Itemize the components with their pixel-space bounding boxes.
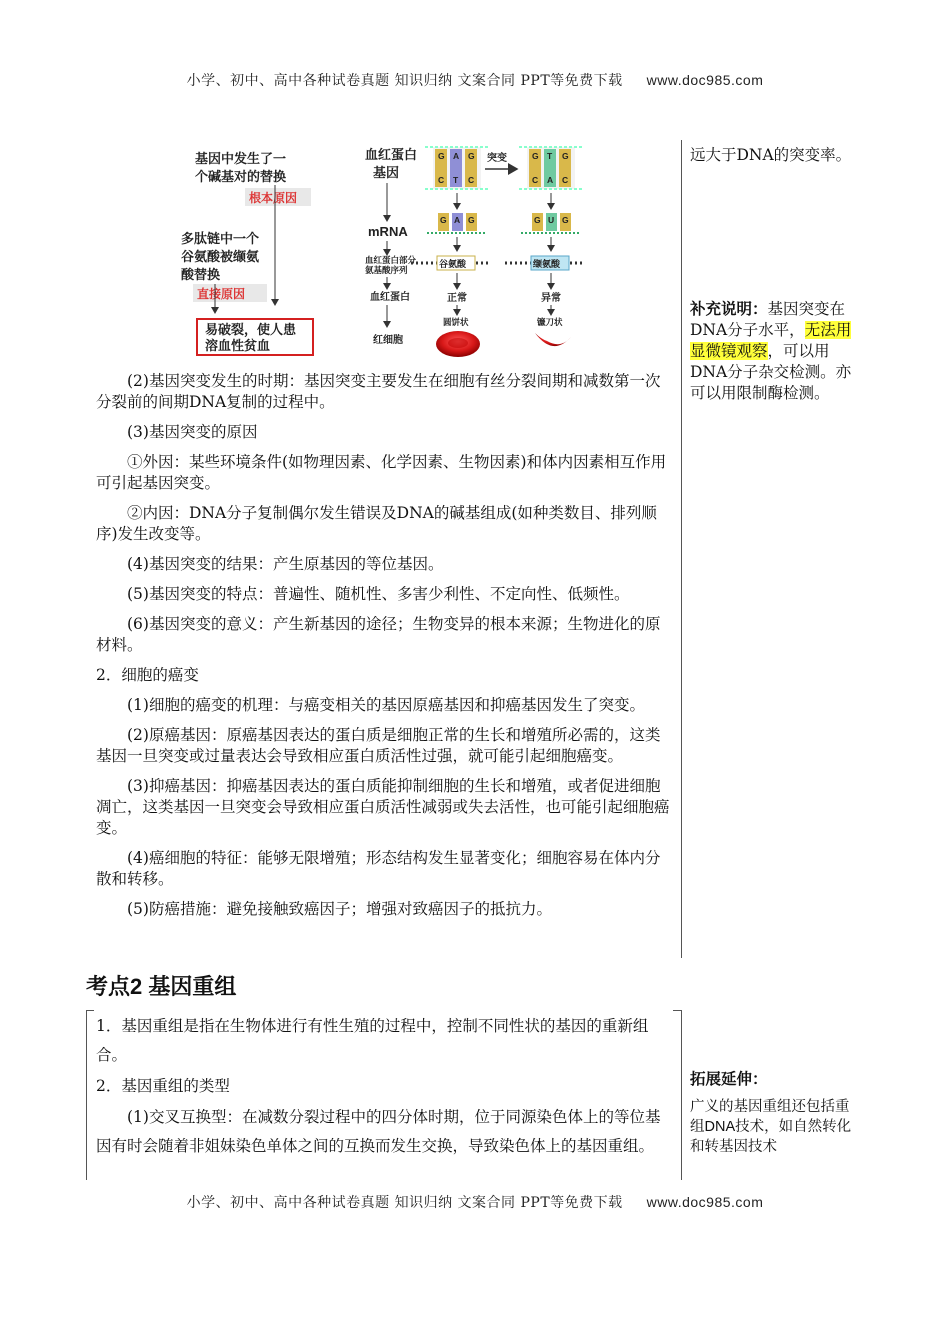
page-footer: [0, 1192, 950, 1212]
mrna-label: mRNA: [368, 224, 408, 239]
abnormal-shape: 镰刀状: [537, 317, 563, 327]
divider-right-bottom: [681, 1010, 682, 1180]
mutation-label: 突变: [487, 153, 507, 164]
side-note-supplement: [690, 299, 862, 404]
normal-top-2: A: [453, 151, 460, 161]
root-label: 根本原因: [249, 191, 298, 205]
footer-url[interactable]: www.doc985.com: [646, 1194, 764, 1210]
abnormal-mrna-2: U: [548, 215, 555, 225]
abnormal-aa: 缬氨酸: [533, 259, 561, 269]
page-header: [0, 70, 950, 90]
normal-bot-1: C: [438, 175, 445, 185]
cause1-line2: 个碱基对的替换: [195, 169, 287, 184]
side-note-mutation-rate: 远大于DNA的突变率。: [690, 146, 852, 164]
para-cancer-mechanism: (1)细胞的癌变的机理：与癌变相关的基因原癌基因和抑癌基因发生了突变。: [127, 696, 645, 714]
main-column: [96, 371, 674, 929]
hb-gene-line1: 血红蛋白: [365, 147, 418, 162]
normal-mrna-3: G: [468, 215, 475, 225]
supplement-highlight: 无法用显微镜观察: [690, 321, 852, 360]
para-cancer-features: (4)癌细胞的特征：能够无限增殖；形态结构发生显著变化；细胞容易在体内分散和转移。: [96, 849, 661, 888]
header-text: 小学、初中、高中各种试卷真题 知识归纳 文案合同 PPT等免费下载: [186, 73, 623, 89]
normal-state: 正常: [447, 293, 467, 304]
cause1-line1: 基因中发生了一: [195, 151, 287, 166]
divider-tick-left: [86, 1010, 94, 1011]
para-proto-oncogene: (2)原癌基因：原癌基因表达的蛋白质是细胞正常的生长和增殖所必需的，这类基因一旦突变或过量表达会导致相应蛋白质活性过强，就可能引起细胞癌变。: [96, 726, 661, 765]
section-title-gene-recombination: 考点2 基因重组: [86, 974, 237, 999]
para-external-cause: ①外因：某些环境条件(如物理因素、化学因素、生物因素)和体内因素相互作用可引起基因突变。: [96, 453, 667, 492]
normal-top-3: G: [468, 151, 475, 161]
rbc-label: 红细胞: [373, 335, 403, 346]
section2-column: [96, 1012, 674, 1161]
aa-seq-line2: 氨基酸序列: [365, 265, 408, 275]
abnormal-bot-2: A: [547, 175, 554, 185]
normal-aa: 谷氨酸: [439, 259, 467, 269]
hb-label: 血红蛋白: [370, 292, 410, 303]
para-mutation-result: (4)基因突变的结果：产生原基因的等位基因。: [127, 555, 444, 573]
abnormal-mrna: [521, 213, 581, 233]
aa-seq-line1: 血红蛋白部分: [365, 255, 417, 265]
normal-mrna-1: G: [440, 215, 447, 225]
header-url[interactable]: www.doc985.com: [646, 72, 764, 88]
abnormal-top-2: T: [547, 151, 553, 161]
para-mutation-features: (5)基因突变的特点：普遍性、随机性、多害少利性、不定向性、低频性。: [127, 585, 630, 603]
normal-mrna-2: A: [454, 215, 461, 225]
para-cancer-title: 2．细胞的癌变: [96, 666, 199, 684]
para-tumor-suppressor: (3)抑癌基因：抑癌基因表达的蛋白质能抑制细胞的生长和增殖，或者促进细胞凋亡，这类基因一旦突变会导致相应蛋白质活性减弱或失去活性，也可能引起细胞癌变。: [96, 777, 670, 837]
para-mutation-period: (2)基因突变发生的时期：基因突变主要发生在细胞有丝分裂间期和减数第一次分裂前的间期DNA复制的过程中。: [96, 372, 661, 411]
abnormal-top-1: G: [532, 151, 539, 161]
para-crossing-over: (1)交叉互换型：在减数分裂过程中的四分体时期，位于同源染色体上的等位基因有时会随着非姐妹染色单体之间的互换而发生交换，导致染色体上的基因重组。: [96, 1108, 661, 1155]
para-internal-cause: ②内因：DNA分子复制偶尔发生错误及DNA的碱基组成(如种类数目、排列顺序)发生改变等。: [96, 504, 657, 543]
supplement-label: 补充说明：: [690, 301, 768, 318]
normal-bot-2: T: [453, 175, 459, 185]
para-recombination-types: 2．基因重组的类型: [96, 1077, 230, 1095]
divider-tick-right: [673, 1010, 681, 1011]
divider-left-bottom: [86, 1010, 87, 1180]
abnormal-mrna-3: G: [562, 215, 569, 225]
abnormal-mrna-1: G: [534, 215, 541, 225]
abnormal-bot-3: C: [562, 175, 569, 185]
abnormal-top-3: G: [562, 151, 569, 161]
para-mutation-cause-title: (3)基因突变的原因: [127, 423, 258, 441]
abnormal-state: 异常: [541, 293, 561, 304]
footer-text: 小学、初中、高中各种试卷真题 知识归纳 文案合同 PPT等免费下载: [186, 1195, 623, 1211]
normal-mrna: [427, 213, 487, 233]
extension-label: 拓展延伸：: [690, 1071, 768, 1088]
normal-dna: [425, 147, 489, 189]
divider-top: [681, 140, 682, 958]
para-prevention: (5)防癌措施：避免接触致癌因子；增强对致癌因子的抵抗力。: [127, 900, 552, 918]
hb-gene-line2: 基因: [373, 165, 400, 180]
sickle-rbc-image: [535, 333, 571, 346]
para-mutation-significance: (6)基因突变的意义：产生新基因的途径；生物变异的根本来源；生物进化的原材料。: [96, 615, 661, 654]
result-line2: 溶血性贫血: [205, 338, 271, 353]
normal-bot-3: C: [468, 175, 475, 185]
supplement-text-a: 基因突变在DNA分子水平，: [690, 300, 846, 339]
abnormal-dna: [519, 147, 583, 189]
side-note-extension: [690, 1069, 862, 1090]
extension-text: 广义的基因重组还包括重组DNA技术，如自然转化和转基因技术: [690, 1099, 852, 1155]
cause2-line2: 谷氨酸被缬氨: [181, 249, 260, 264]
normal-rbc-center: [448, 338, 468, 348]
supplement-text-b: ，可以用DNA分子杂交检测。亦可以用限制酶检测。: [690, 342, 852, 402]
normal-top-1: G: [438, 151, 445, 161]
normal-shape: 圆饼状: [443, 317, 469, 327]
cause2-line1: 多肽链中一个: [181, 231, 260, 246]
sickle-cell-diagram: [175, 143, 615, 368]
result-line1: 易破裂，使人患: [205, 322, 297, 337]
cause2-line3: 酸替换: [181, 267, 221, 282]
para-recombination-def: 1．基因重组是指在生物体进行有性生殖的过程中，控制不同性状的基因的重新组合。: [96, 1017, 649, 1064]
direct-label: 直接原因: [197, 287, 246, 301]
abnormal-bot-1: C: [532, 175, 539, 185]
